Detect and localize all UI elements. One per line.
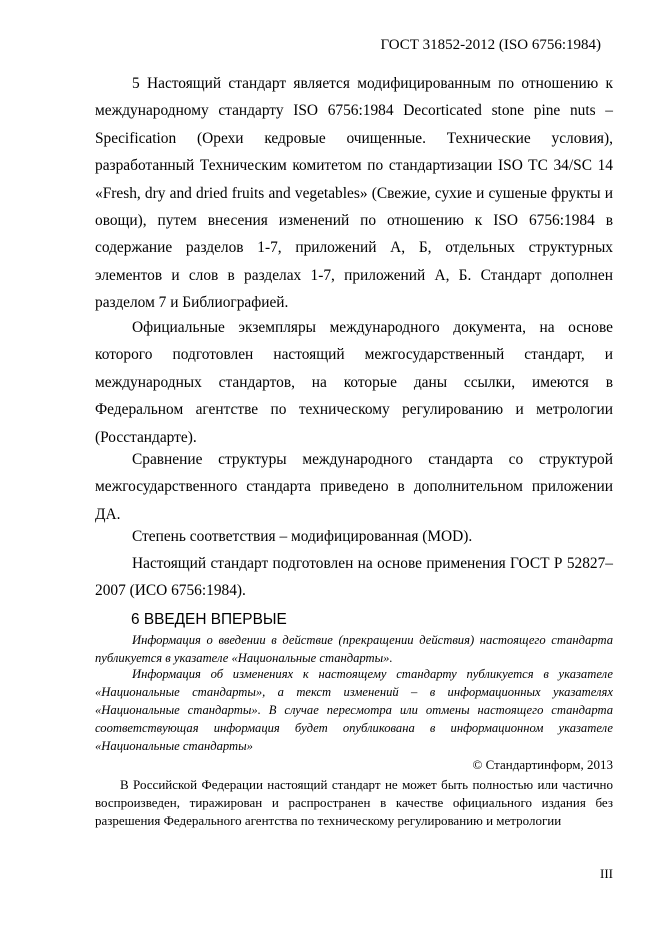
legal-notice [95, 776, 613, 830]
note-enforcement-info-text: Информация о введении в действие (прекращении действия) настоящего стандарта публикуется в указателе «Национальные стандарты». [95, 633, 613, 665]
paragraph-structure-comparison-text: Сравнение структуры международного стандарта со структурой межгосударственного стандарта приведено в дополнительном приложении ДА. [95, 451, 613, 523]
section-6-heading: 6 ВВЕДЕН ВПЕРВЫЕ [131, 611, 287, 628]
document-header-id: ГОСТ 31852-2012 (ISO 6756:1984) [380, 37, 601, 53]
note-enforcement-info [95, 631, 613, 667]
paragraph-5 [95, 70, 613, 317]
copyright-line: © Стандартинформ, 2013 [472, 757, 613, 772]
note-changes-info [95, 665, 613, 755]
paragraph-official-copies [95, 314, 613, 451]
paragraph-prepared-basis [95, 550, 613, 605]
note-changes-info-text: Информация об изменениях к настоящему стандарту публикуется в указателе «Национальные стандарты», а текст изменений – в информационных указателях «Национальные стандарты». В случае пересмотра или отмены настоящего стандарта соответствующая информация будет опубликована в информационном указателе «Национальные стандарты» [95, 667, 613, 753]
paragraph-official-copies-text: Официальные экземпляры международного документа, на основе которого подготовлен настоящий межгосударственный стандарт, и международных стандартов, на которые даны ссылки, имеются в Федеральном агентстве по техническому регулированию и метрологии (Росстандарте). [95, 319, 613, 446]
paragraph-conformity-degree-text: Степень соответствия – модифицированная (MOD). [132, 528, 473, 545]
paragraph-conformity-degree [95, 523, 613, 550]
page-number: III [600, 866, 613, 881]
paragraph-structure-comparison [95, 446, 613, 528]
legal-notice-text: В Российской Федерации настоящий стандарт не может быть полностью или частично воспроизведен, тиражирован и распространен в качестве официального издания без разрешения Федерального агентства по техническому регулированию и метрологии [95, 777, 613, 828]
paragraph-5-text: 5 Настоящий стандарт является модифицированным по отношению к международному стандарту ISO 6756:1984 Decorticated stone pine nuts – Specification (Орехи кедровые очищенные. Технические условия), разработанный Техническим комитетом по стандартизации ISO TC 34/SC 14 «Fresh, dry and dried fruits and vegetables» (Свежие, сухие и сушеные фрукты и овощи), путем внесения изменений по отношению к ISO 6756:1984 в содержание разделов 1-7, приложений А, Б, отдельных структурных элементов и слов в разделах 1-7, приложений А, Б. Стандарт дополнен разделом 7 и Библиографией. [95, 75, 613, 312]
paragraph-prepared-basis-text: Настоящий стандарт подготовлен на основе применения ГОСТ Р 52827–2007 (ИСО 6756:1984). [95, 555, 613, 600]
